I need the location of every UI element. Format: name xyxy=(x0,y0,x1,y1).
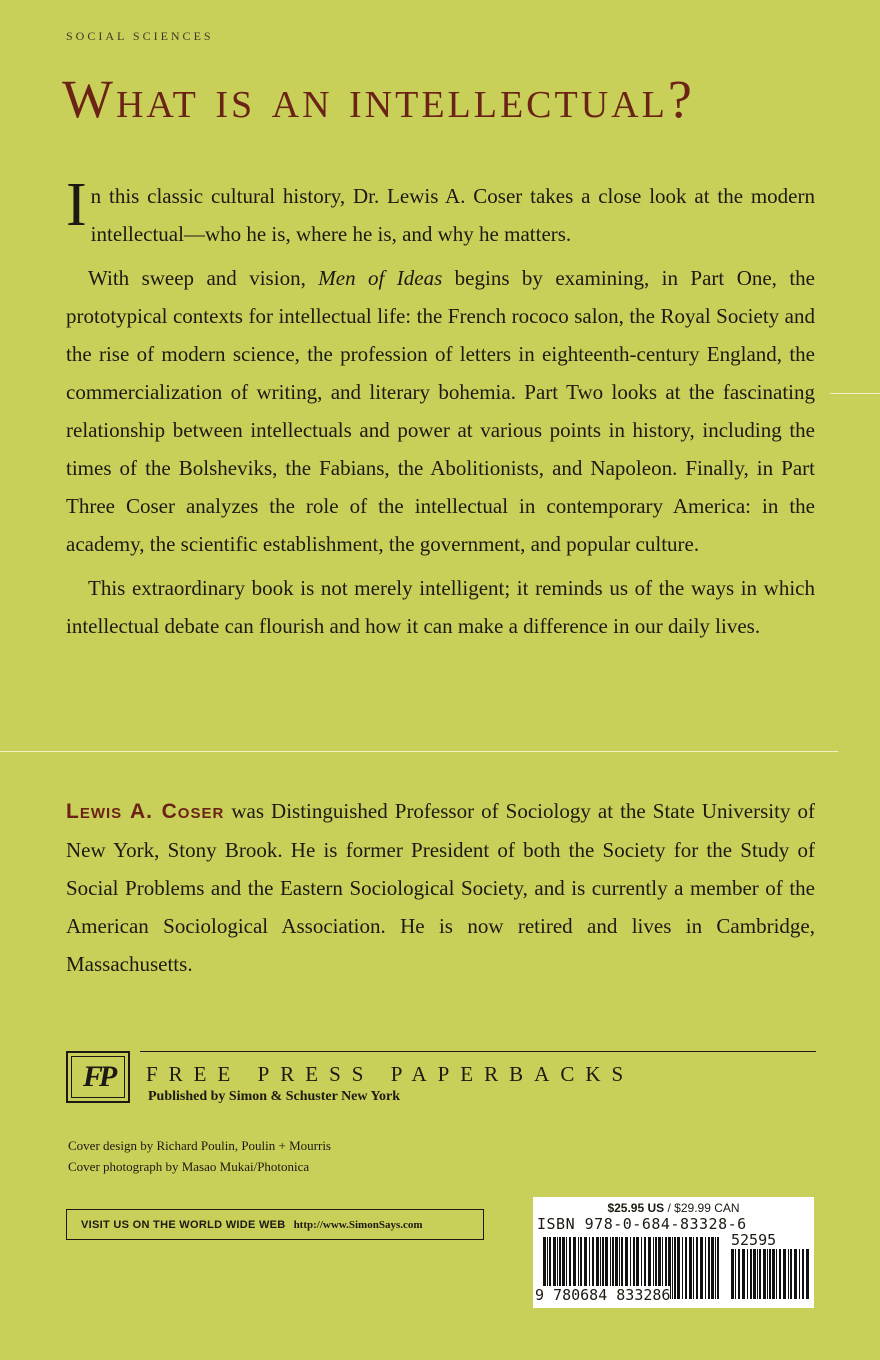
description-paragraph-3: This extraordinary book is not merely intelligent; it reminds us of the ways in which intellectual debate can flourish and how it can make a difference in our daily lives. xyxy=(66,576,815,638)
publisher-name: FREE PRESS PAPERBACKS xyxy=(146,1062,635,1086)
description-paragraph-2 xyxy=(66,259,815,563)
publisher-rule xyxy=(140,1051,816,1052)
divider-main xyxy=(0,751,838,752)
description-paragraph-1 xyxy=(66,171,815,253)
barcode-addon-icon xyxy=(729,1249,809,1299)
publisher-subtitle: Published by Simon & Schuster New York xyxy=(148,1089,401,1104)
barcode-panel xyxy=(533,1197,814,1308)
website-label: VISIT US ON THE WORLD WIDE WEB xyxy=(81,1218,286,1231)
author-name: Lewis A. Coser xyxy=(66,800,225,823)
website-link[interactable]: http://www.SimonSays.com xyxy=(293,1218,423,1231)
headline: What is an intellectual? xyxy=(62,69,695,129)
description-paragraph-2-pre: With sweep and vision, xyxy=(88,266,319,290)
drop-cap: I xyxy=(66,171,87,239)
description xyxy=(66,171,816,651)
publisher-logo-mark: FP xyxy=(71,1056,125,1098)
author-bio xyxy=(66,792,815,983)
addon-number: 52595 xyxy=(731,1231,777,1249)
price-us: $25.95 US xyxy=(607,1201,665,1215)
publisher-logo xyxy=(66,1051,130,1103)
website-box xyxy=(66,1209,484,1240)
price-label xyxy=(533,1201,814,1215)
book-title: Men of Ideas xyxy=(318,266,443,290)
cover-design-credit: Cover design by Richard Poulin, Poulin + Mourris xyxy=(68,1138,331,1153)
isbn-number: ISBN 978-0-684-83328-6 xyxy=(537,1215,747,1233)
divider-right-short xyxy=(830,393,880,394)
description-paragraph-1-text: n this classic cultural history, Dr. Lewis A. Coser takes a close look at the modern intellectual—who he is, where he is, and why he matters. xyxy=(90,184,815,246)
price-can: / $29.99 CAN xyxy=(664,1201,740,1215)
ean-number: 9 780684 833286 xyxy=(535,1286,671,1304)
cover-photo-credit: Cover photograph by Masao Mukai/Photonica xyxy=(68,1159,310,1174)
author-bio-text: was Distinguished Professor of Sociology at the State University of New York, Stony Brook. He is former President of both the Society for the Study of Social Problems and the Eastern Sociological Society, and is currently a member of the American Sociological Association. He is now retired and lives in Cambridge, Massachusetts. xyxy=(66,799,815,976)
category-label: SOCIAL SCIENCES xyxy=(66,29,214,43)
description-paragraph-2-post: begins by examining, in Part One, the prototypical contexts for intellectual life: the French rococo salon, the Royal Society and the rise of modern science, the profession of letters in eighteenth-century England, the commercialization of writing, and literary bohemia. Part Two looks at the fascinating relationship between intellectuals and power at various points in history, including the times of the Bolsheviks, the Fabians, the Abolitionists, and Napoleon. Finally, in Part Three Coser analyzes the role of the intellectual in contemporary America: in the academy, the scientific establishment, the government, and popular culture. xyxy=(66,266,816,556)
